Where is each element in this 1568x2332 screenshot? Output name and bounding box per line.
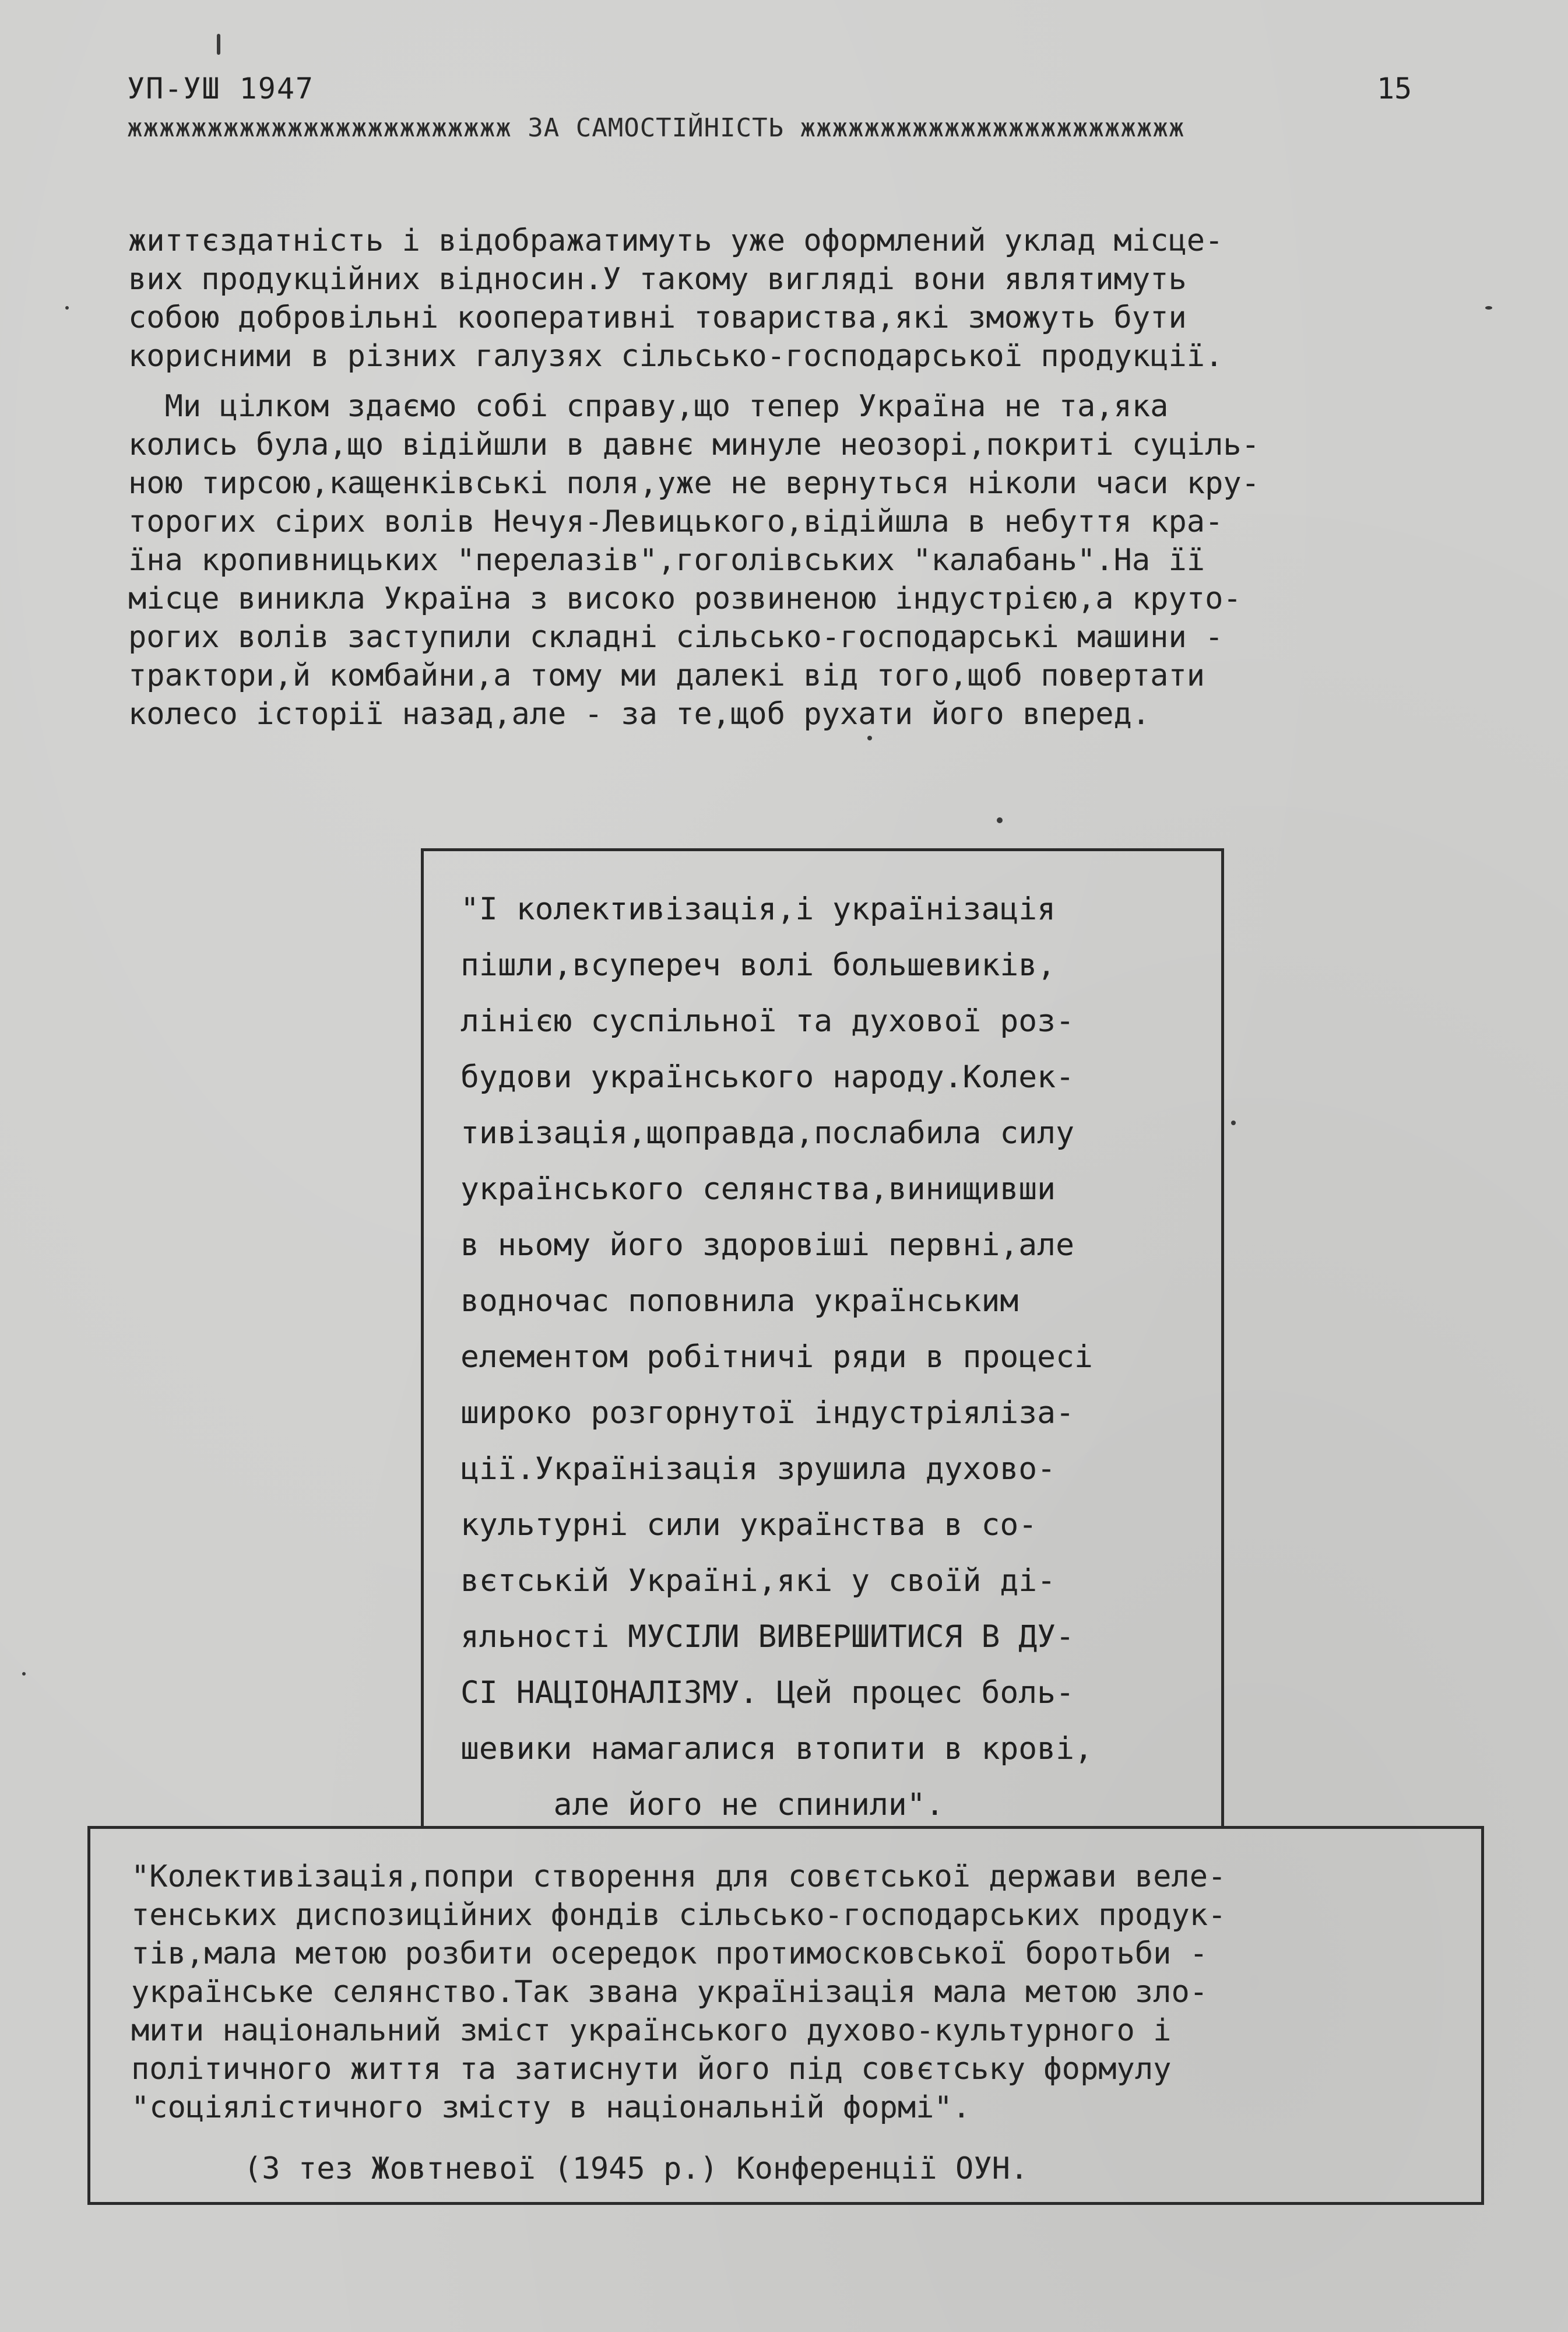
body-paragraph-1: життєздатність і відображатимуть уже оформлений уклад місце- вих продукційних відносин.У такому вигляді вони являтимуть собою добровільні кооперативні товариства,які зможуть бути корисними в різних галузях сільсько-господарської продукції. [128,223,1224,374]
issue-date: УП-УШ 1947 [127,72,315,106]
scan-speck [22,1672,26,1676]
scan-speck [1485,306,1492,310]
page-number: 15 [1377,72,1412,106]
scan-speck [867,736,872,740]
scan-speck [997,817,1003,823]
body-paragraph-2: Ми цілком здаємо собі справу,що тепер Україна не та,яка колись була,що відійшли в давнє минуле неозорі,покриті суціль- ною тирсою,кащенківські поля,уже не вернуться ніколи часи кру- торогих сірих волів Нечуя-Левицького,відійшла в небуття кра- їна кропивницьких "перелазів",гоголівських "калабань".На її місце виникла Україна з високо розвиненою індустрією,а круто- рогих волів заступили складні сільсько-господарські машини - трактори,й комбайни,а тому ми далекі від того,щоб повертати колесо історії назад,але - за те,щоб рухати його вперед. [128,389,1260,732]
scan-speck [65,306,69,310]
source-attribution: (З тез Жовтневої (1945 р.) Конференції ОУН. [244,2151,1029,2186]
scan-speck [1231,1121,1236,1125]
scan-speck [217,34,220,55]
quote-text: "І колективізація,і українізація пішли,всупереч волі большевиків, лінією суспільної та духової роз- будови українського народу.Колек- тивізація,щоправда,послабила силу українського селянства,винищивши в ньому його здоровіші первні,але водночас поповнила українським елементом робітничі ряди в процесі широко розгорнутої індустріяліза- ції.Українізація зрушила духово- культурні сили українства в со- вєтській Україні,які у своїй ді- яльності МУСІЛИ ВИВЕРШИТИСЯ В ДУ- СІ НАЦІОНАЛІЗМУ. Цей процес боль- шевики намагалися втопити в крові, але його не спинили". [460,891,1093,1822]
running-title: жжжжжжжжжжжжжжжжжжжжжжжж ЗА САМОСТІЙНІСТЬ жжжжжжжжжжжжжжжжжжжжжжжж [127,113,1185,143]
source-quote-text: "Колективізація,попри створення для совєтської держави веле- тенських диспозиційних фондів сільсько-господарських продук- тів,мала метою розбити осередок протимосковської боротьби - українське селянство.Так звана українізація мала метою зло- мити національний зміст українського духово-культурного і політичного життя та затиснути його під совєтську формулу "соціялістичного змісту в національній формі". [131,1859,1226,2125]
